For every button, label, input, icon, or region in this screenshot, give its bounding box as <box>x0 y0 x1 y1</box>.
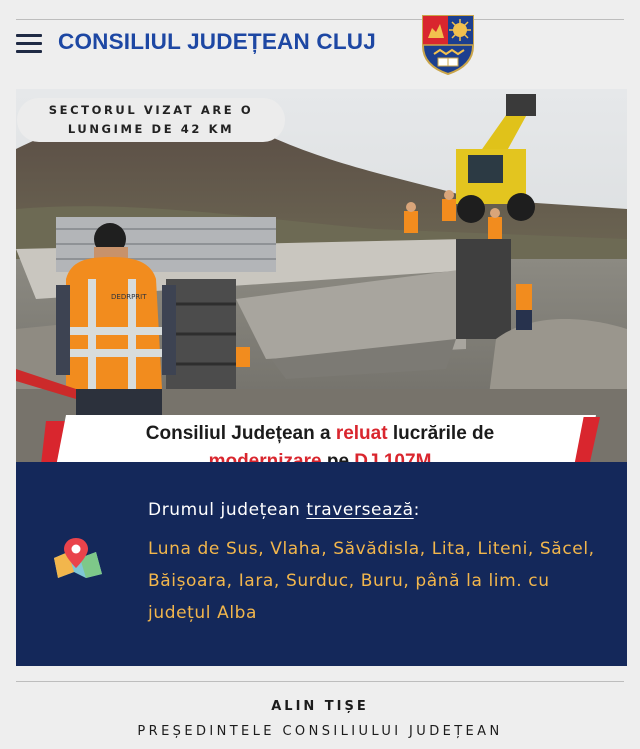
route-lead-underlined: traversează <box>306 500 414 520</box>
vest-print: DEDRPRIT <box>111 293 147 301</box>
route-lead-text: Drumul județean <box>148 500 307 520</box>
top-divider <box>16 19 624 20</box>
signature-name: ALIN TIȘE <box>271 699 369 714</box>
bottom-divider <box>16 681 624 682</box>
map-pin-icon <box>52 536 104 578</box>
route-places: Luna de Sus, Vlaha, Săvădisla, Lita, Liteni, Săcel, Băișoara, Iara, Surduc, Buru, până la lim. cu județul Alba <box>148 539 595 623</box>
route-lead <box>148 500 420 520</box>
site-title[interactable]: CONSILIUL JUDEȚEAN CLUJ <box>58 29 376 54</box>
headline-text-1: Consiliul Județean a <box>145 423 336 444</box>
length-caption: SECTORUL VIZAT ARE O LUNGIME DE 42 KM <box>17 98 285 142</box>
headline-highlight-reluat: reluat <box>335 423 388 444</box>
construction-photo <box>16 89 627 462</box>
headline-text-2: lucrările de <box>387 423 495 444</box>
page-header <box>0 0 640 88</box>
route-lead-colon: : <box>413 500 420 520</box>
coat-of-arms-logo[interactable] <box>420 10 476 76</box>
signature-role: PREȘEDINTELE CONSILIULUI JUDEȚEAN <box>137 724 503 739</box>
hamburger-menu-icon[interactable] <box>16 32 44 54</box>
